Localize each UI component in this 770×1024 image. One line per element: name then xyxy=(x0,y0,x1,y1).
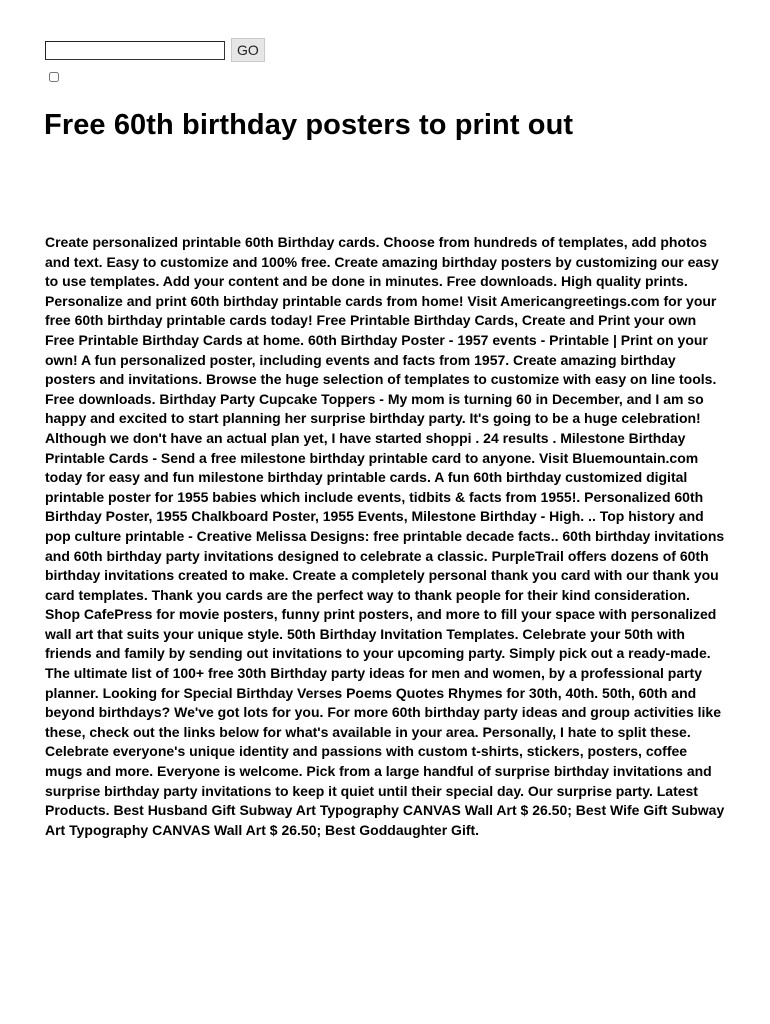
search-bar xyxy=(45,38,265,62)
search-input[interactable] xyxy=(45,41,225,60)
page-title: Free 60th birthday posters to print out xyxy=(44,109,574,141)
checkbox[interactable] xyxy=(49,72,59,82)
go-button[interactable]: GO xyxy=(231,38,265,62)
body-text: Create personalized printable 60th Birthday cards. Choose from hundreds of templates, add photos and text. Easy to customize and 100% free. Create amazing birthday posters by customizing our easy to use templates. Add your content and be done in minutes. Free downloads. High quality prints. Personalize and print 60th birthday printable cards from home! Visit Americangreetings.com for your free 60th birthday printable cards today! Free Printable Birthday Cards, Create and Print your own Free Printable Birthday Cards at home. 60th Birthday Poster - 1957 events - Printable | Print on your own! A fun personalized poster, including events and facts from 1957. Create amazing birthday posters and invitations. Browse the huge selection of templates to customize with easy on line tools. Free downloads. Birthday Party Cupcake Toppers - My mom is turning 60 in December, and I am so happy and excited to start planning her surprise birthday party. It's going to be a huge celebration! Although we don't have an actual plan yet, I have started shoppi . 24 results . Milestone Birthday Printable Cards - Send a free milestone birthday printable card to anyone. Visit Bluemountain.com today for easy and fun milestone birthday printable cards. A fun 60th birthday customized digital printable poster for 1955 babies which include events, tidbits & facts from 1955!. Personalized 60th Birthday Poster, 1955 Chalkboard Poster, 1955 Events, Milestone Birthday - High. .. Top history and pop culture printable - Creative Melissa Designs: free printable decade facts.. 60th birthday invitations and 60th birthday party invitations designed to celebrate a classic. PurpleTrail offers dozens of 60th birthday invitations created to make. Create a completely personal thank you card with our thank you card templates. Thank you cards are the perfect way to thank people for their kind consideration. Shop CafePress for movie posters, funny print posters, and more to fill your space with personalized wall art that suits your unique style. 50th Birthday Invitation Templates. Celebrate your 50th with friends and family by sending out invitations to your upcoming party. Simply pick out a ready-made. The ultimate list of 100+ free 30th Birthday party ideas for men and women, by a professional party planner. Looking for Special Birthday Verses Poems Quotes Rhymes for 30th, 40th. 50th, 60th and beyond birthdays? We've got lots for you. For more 60th birthday party ideas and group activities like these, check out the links below for what's available in your area. Personally, I hate to split these. Celebrate everyone's unique identity and passions with custom t-shirts, stickers, posters, coffee mugs and more. Everyone is welcome. Pick from a large handful of surprise birthday invitations and surprise birthday party invitations to keep it quiet until their special day. Our surprise party. Latest Products. Best Husband Gift Subway Art Typography CANVAS Wall Art $ 26.50; Best Wife Gift Subway Art Typography CANVAS Wall Art $ 26.50; Best Goddaughter Gift. xyxy=(45,234,725,838)
